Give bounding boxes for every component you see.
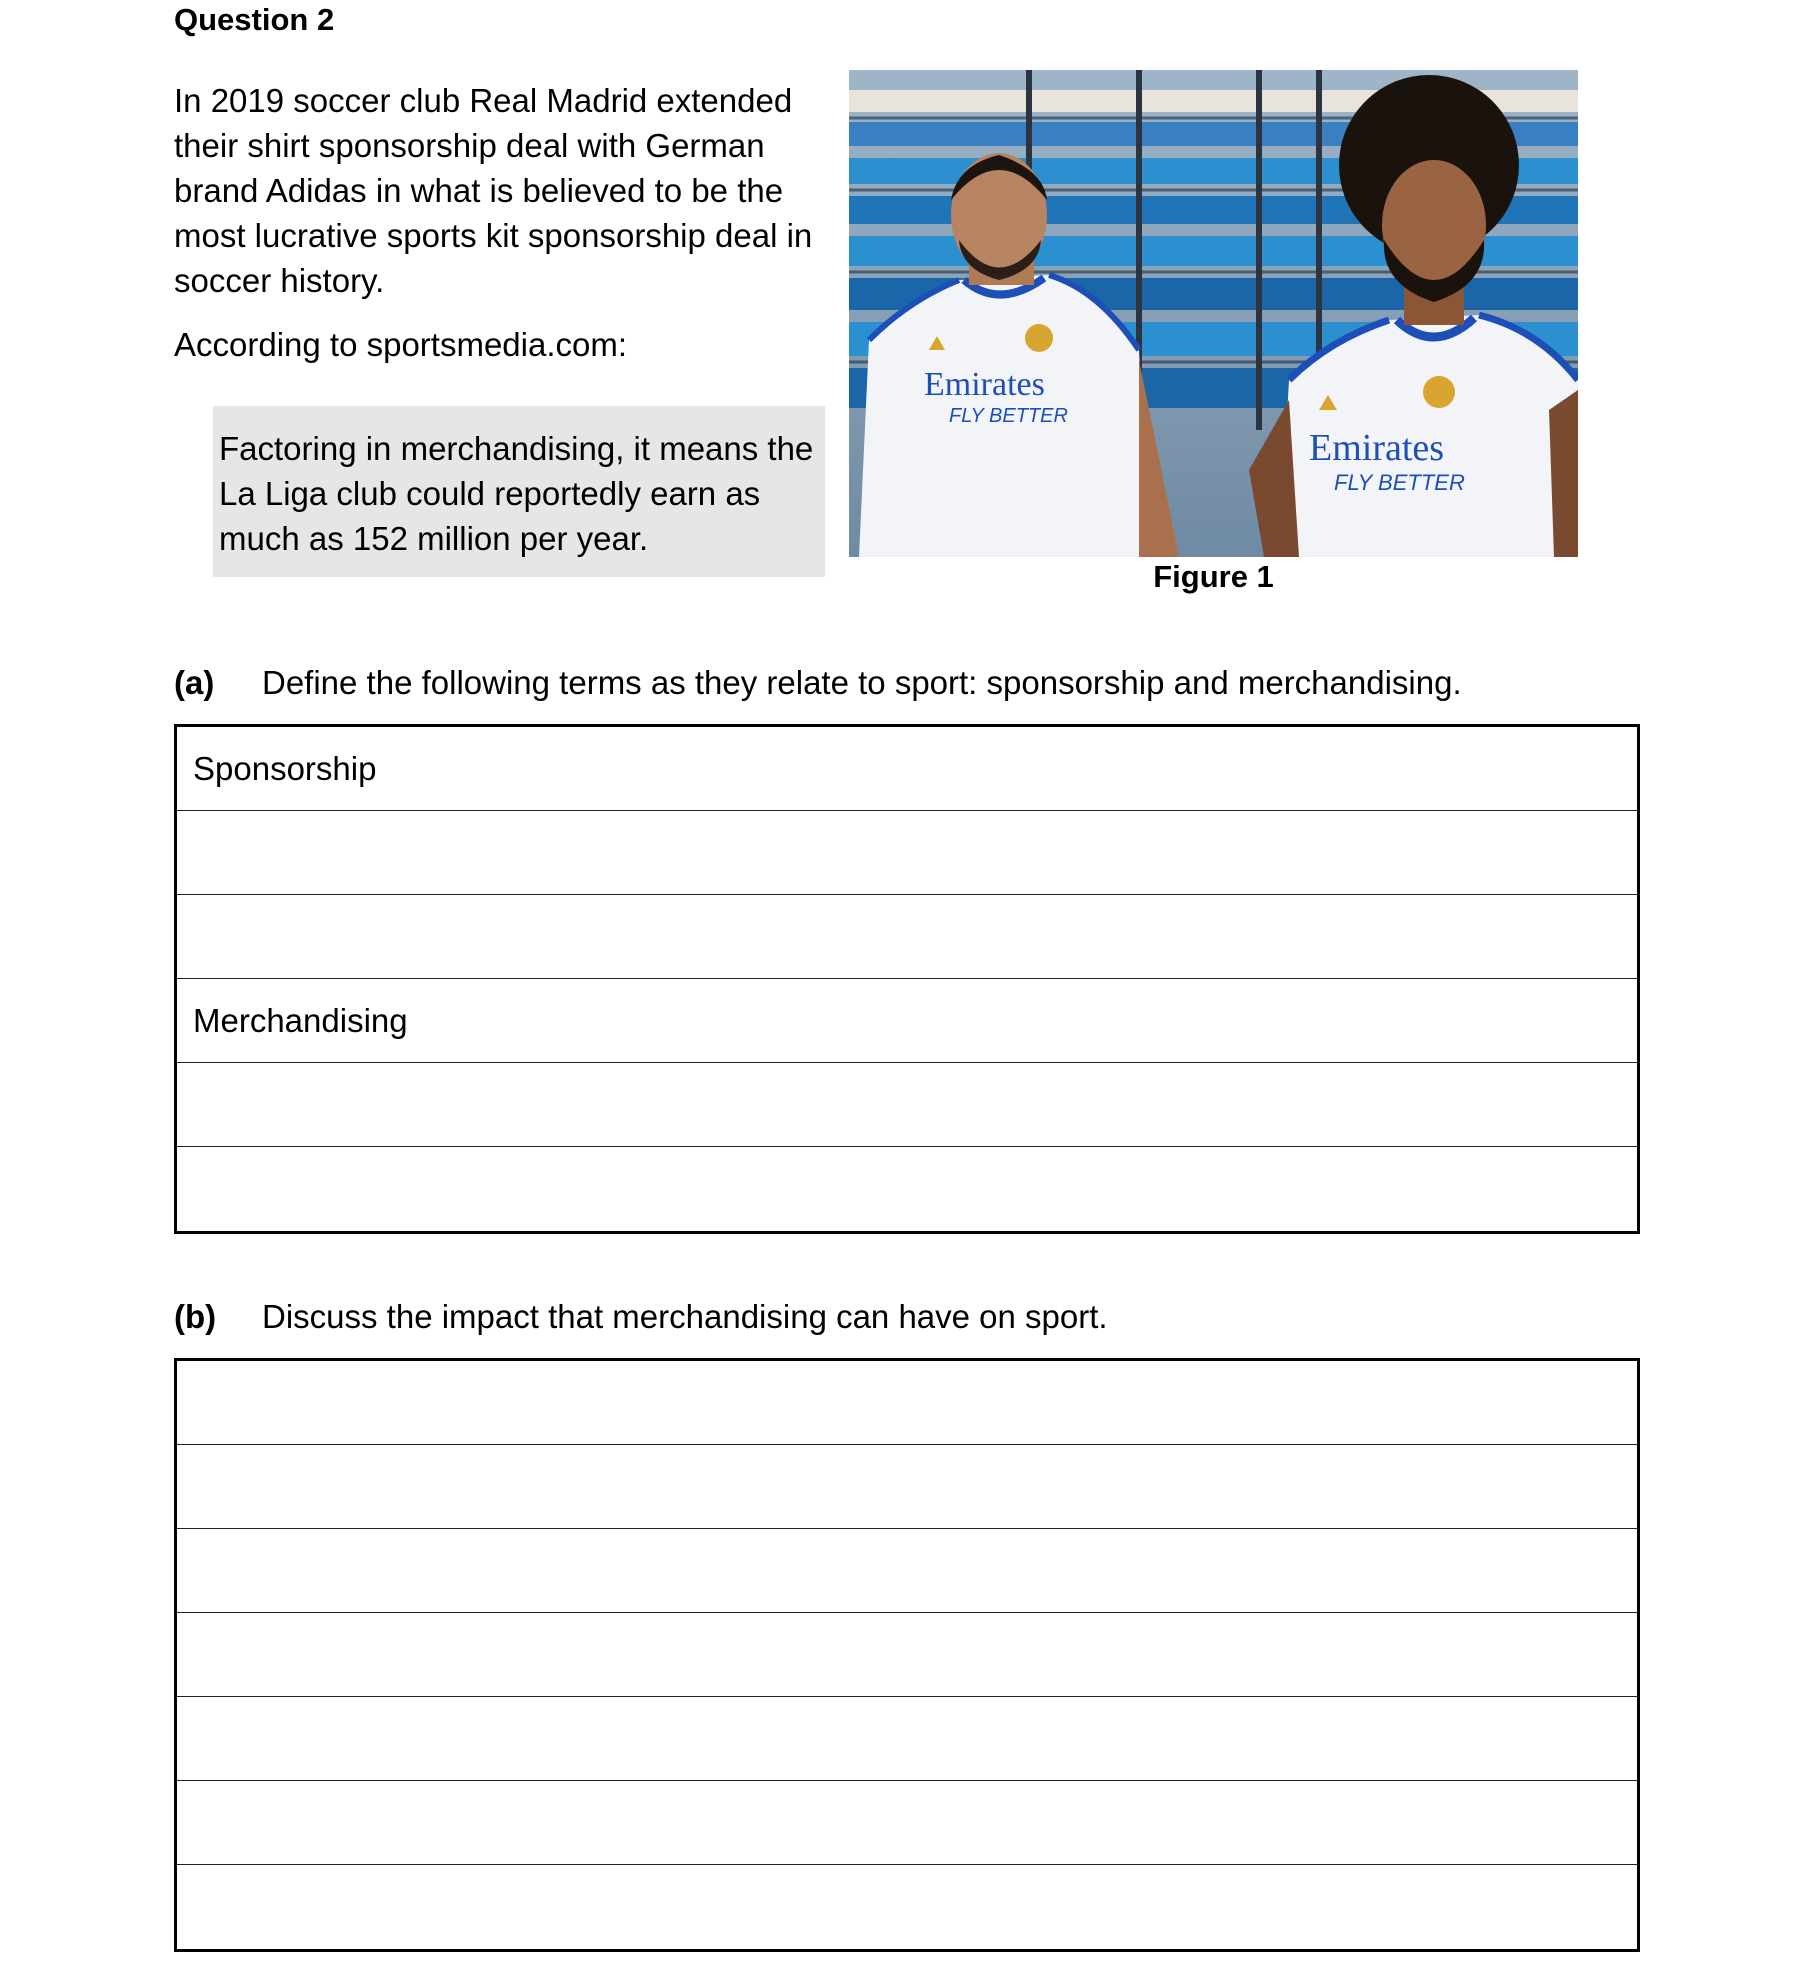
- shirt-sponsor-right: Emirates: [1309, 427, 1445, 469]
- shirt-sponsor-left: Emirates: [924, 366, 1045, 403]
- answer-row[interactable]: [177, 1697, 1637, 1781]
- quote-text: Factoring in merchandising, it means the La Liga club could reportedly earn as much as 152 million per year.: [219, 430, 814, 557]
- shirt-tagline-right: FLY BETTER: [1334, 470, 1465, 495]
- quote-box: [213, 406, 825, 577]
- part-a-label: (a): [174, 664, 215, 701]
- answer-row[interactable]: [177, 1361, 1637, 1445]
- figure-photo: [849, 70, 1578, 557]
- intro-paragraph: In 2019 soccer club Real Madrid extended their shirt sponsorship deal with German brand Adidas in what is believed to be the most lucrative sports kit sponsorship deal in soccer history.: [174, 82, 813, 299]
- answer-row[interactable]: Merchandising: [177, 979, 1637, 1063]
- part-a-question: Define the following terms as they relate to sport: sponsorship and merchandising.: [262, 664, 1462, 701]
- club-crest-icon: [1025, 324, 1053, 352]
- answer-row[interactable]: [177, 1865, 1637, 1949]
- answer-row[interactable]: [177, 1147, 1637, 1231]
- answer-row[interactable]: [177, 1063, 1637, 1147]
- part-b-question: Discuss the impact that merchandising can have on sport.: [262, 1298, 1108, 1335]
- answer-row[interactable]: [177, 1613, 1637, 1697]
- part-b-answer-box[interactable]: [174, 1358, 1640, 1952]
- part-b-label: (b): [174, 1298, 217, 1335]
- answer-row[interactable]: Sponsorship: [177, 727, 1637, 811]
- question-intro: [174, 78, 814, 303]
- answer-row[interactable]: [177, 1781, 1637, 1865]
- shirt-tagline-left: FLY BETTER: [949, 405, 1068, 427]
- source-attribution: According to sportsmedia.com:: [174, 326, 628, 363]
- answer-row[interactable]: [177, 895, 1637, 979]
- answer-row[interactable]: [177, 1445, 1637, 1529]
- figure-caption: Figure 1: [1153, 559, 1274, 594]
- soccer-players-photo: [849, 70, 1578, 557]
- part-a-answer-box[interactable]: [174, 724, 1640, 1234]
- answer-row[interactable]: [177, 1529, 1637, 1613]
- question-title: Question 2: [174, 2, 335, 37]
- club-crest-icon: [1423, 376, 1455, 408]
- answer-row[interactable]: [177, 811, 1637, 895]
